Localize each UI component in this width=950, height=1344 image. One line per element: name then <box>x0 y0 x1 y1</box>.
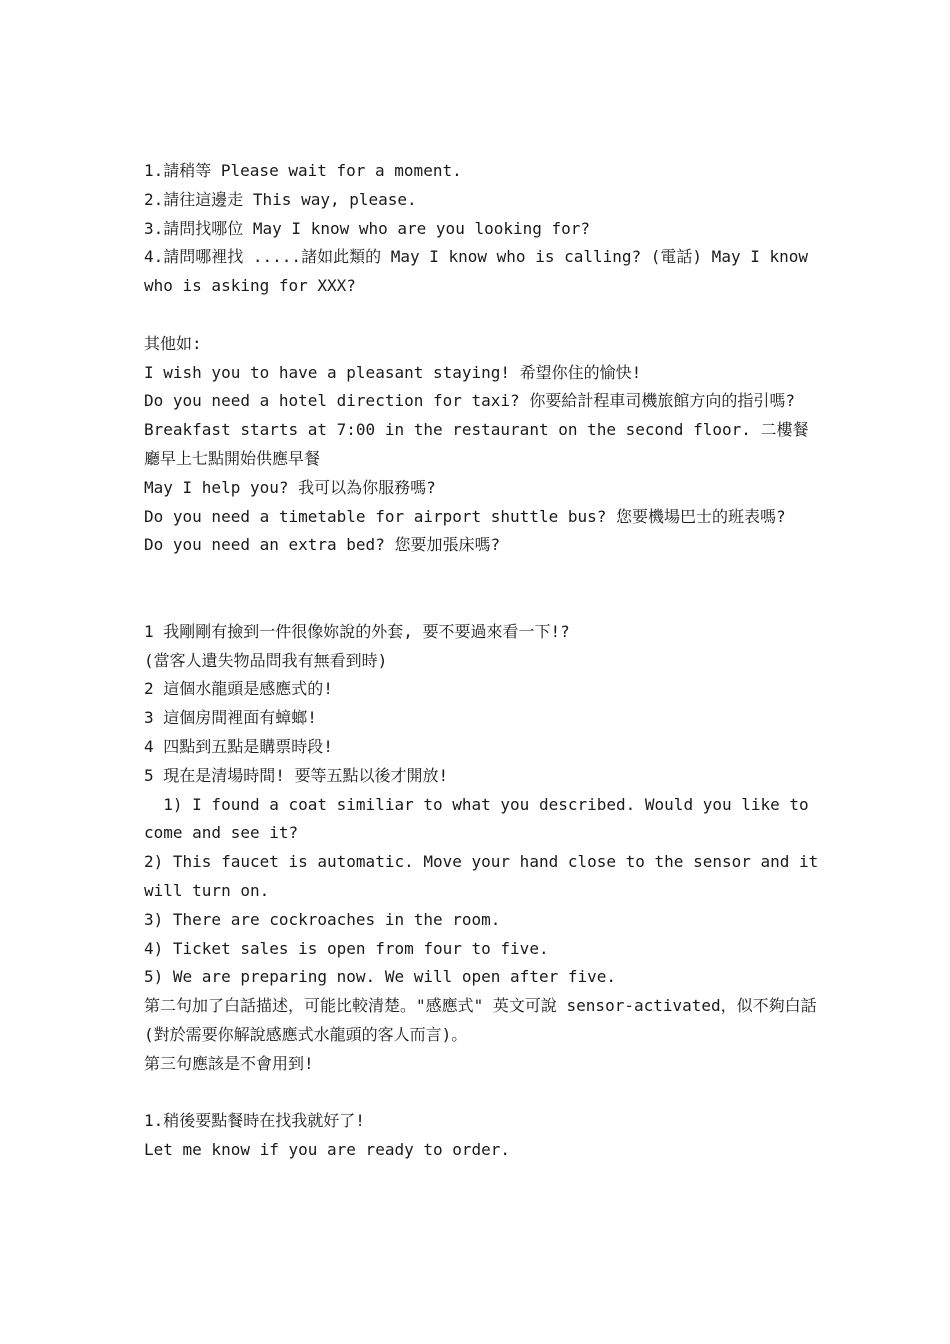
phrase-line: 3.請問找哪位 May I know who are you looking for? <box>144 218 591 238</box>
phrase-line: Let me know if you are ready to order. <box>144 1140 511 1160</box>
question-line: 1 我剛剛有撿到一件很像妳說的外套, 要不要過來看一下!? <box>144 621 570 641</box>
question-line: 4 四點到五點是購票時段! <box>144 736 333 756</box>
phrase-line: 2.請往這邊走 This way, please. <box>144 189 417 209</box>
question-line: 3 這個房間裡面有蟑螂! <box>144 708 317 728</box>
section-ordering <box>144 1107 824 1165</box>
answer-line: 5) We are preparing now. We will open after five. <box>144 967 617 987</box>
answer-line: 3) There are cockroaches in the room. <box>144 909 501 929</box>
section-other-phrases <box>144 330 824 560</box>
spacer <box>144 1079 824 1108</box>
answer-line: 2) This faucet is automatic. Move your hand close to the sensor and it will turn on. <box>144 852 828 900</box>
spacer <box>144 560 824 618</box>
section-heading: 其他如: <box>144 333 202 353</box>
phrase-line: Do you need a timetable for airport shuttle bus? 您要機場巴士的班表嗎? <box>144 506 786 526</box>
phrase-line: May I help you? 我可以為你服務嗎? <box>144 477 436 497</box>
comment-line: 第二句加了白話描述，可能比較清楚。"感應式" 英文可說 sensor-activated，似不夠白話 (對於需要你解說感應式水龍頭的客人而言)。 <box>144 996 827 1044</box>
phrase-line: Breakfast starts at 7:00 in the restaurant on the second floor. 二樓餐廳早上七點開始供應早餐 <box>144 420 809 468</box>
phrase-line: 1.請稍等 Please wait for a moment. <box>144 161 462 180</box>
document-body <box>144 157 828 1165</box>
spacer <box>144 301 824 330</box>
phrase-line: 1.稍後要點餐時在找我就好了! <box>144 1111 365 1131</box>
section-questions-answers <box>144 618 828 1079</box>
answer-line: 4) Ticket sales is open from four to five. <box>144 938 549 958</box>
phrase-line: I wish you to have a pleasant staying! 希望你住的愉快! <box>144 362 642 382</box>
answer-line: 1) I found a coat similiar to what you described. Would you like to come and see it? <box>144 794 819 843</box>
section-basic-phrases <box>144 157 824 301</box>
phrase-line: Do you need a hotel direction for taxi? 你要給計程車司機旅館方向的指引嗎? <box>144 391 795 411</box>
question-line: (當客人遺失物品問我有無看到時) <box>144 650 388 670</box>
phrase-line: Do you need an extra bed? 您要加張床嗎? <box>144 535 501 555</box>
phrase-line: 4.請問哪裡找 .....諸如此類的 May I know who is calling? (電話) May I know who is asking for XXX? <box>144 247 818 296</box>
question-line: 5 現在是清場時間! 要等五點以後才開放! <box>144 765 449 785</box>
comment-line: 第三句應該是不會用到! <box>144 1053 314 1073</box>
question-line: 2 這個水龍頭是感應式的! <box>144 679 333 699</box>
